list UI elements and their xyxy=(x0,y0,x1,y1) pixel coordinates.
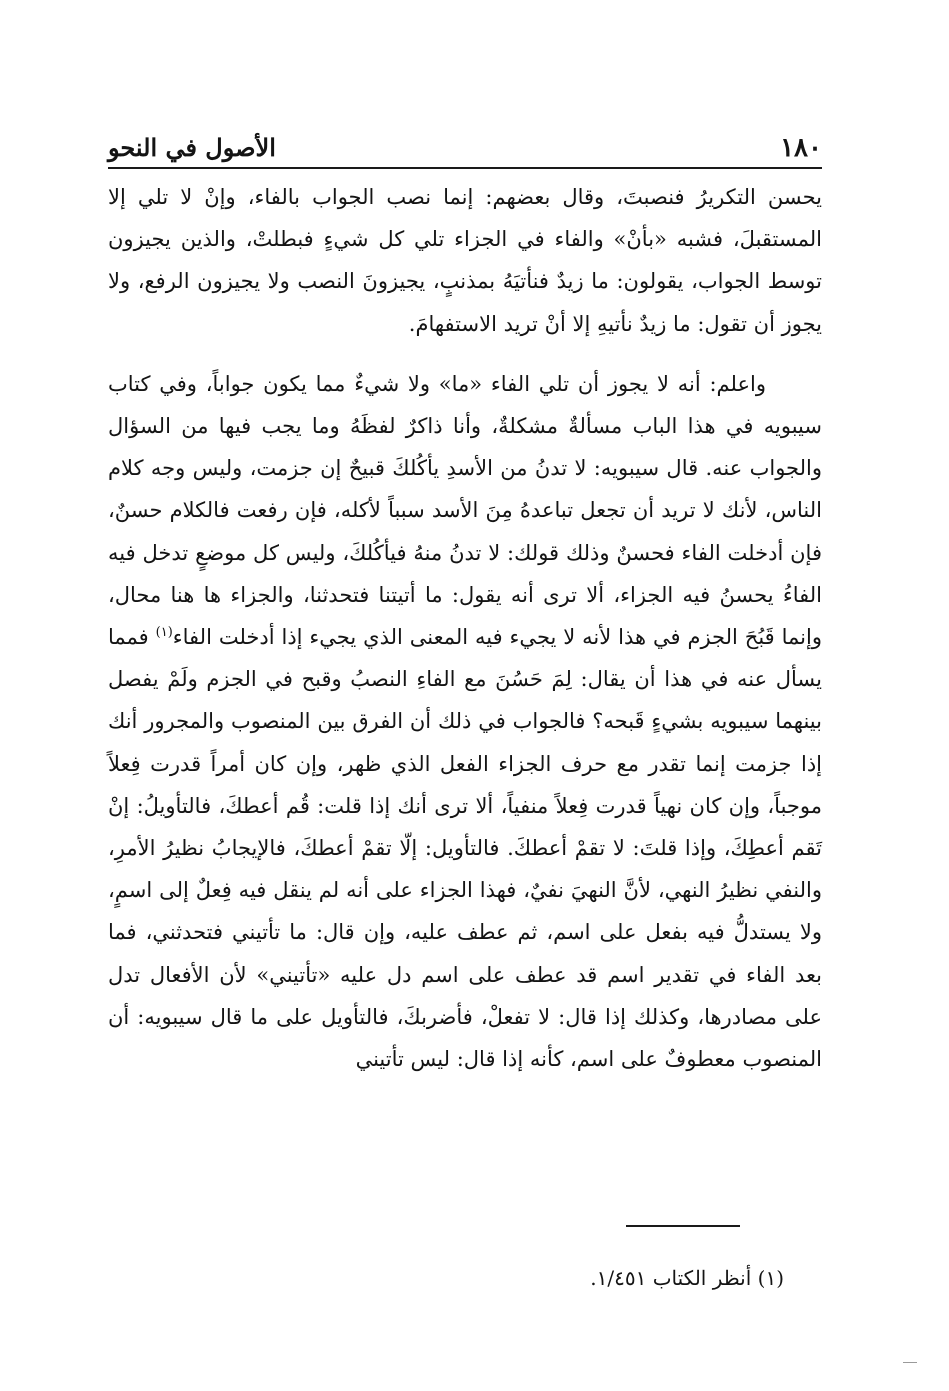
footnote: (١) أنظر الكتاب ١/٤٥١. xyxy=(590,1266,784,1290)
paragraph-2-part-2: فمما يسأل عنه في هذا أن يقال: لِمَ حَسُنَ مع الفاءِ النصبُ وقبح في الجزم ولَمْ يفصل بينهما سيبويه بشيءٍ قَبحه؟ فالجواب في ذلك أن الفرق بين المنصوب والمجرور أنك إذا جزمت إنما تقدر مع حرف الجزاء الفعل الذي ظهر، وإن كان أمراً قدرت فِعلاً موجباً، وإن كان نهياً قدرت فِعلاً منفياً، ألا ترى أنك إذا قلت: قُم أعطكَ، فالتأويلُ: إنْ تَقم أعطِكَ، وإذا قلتَ: لا تقمْ أعطكَ. فالتأويل: إلّا تقمْ أعطكَ، فالإيجابُ نظيرُ الأمرِ، والنفي نظيرُ النهي، لأنَّ النهيَ نفيٌ، فهذا الجزاء على أنه لم ينقل فيه فِعلٌ إلى اسمٍ، ولا يستدلُّ فيه بفعل على اسم، ثم عطف عليه، وإن قال: ما تأتيني فتحدثني، فما بعد الفاء في تقدير اسم قد عطف على اسم دل عليه «تأتيني» لأن الأفعال تدل على مصادرها، وكذلك إذا قال: لا تفعلْ، فأضربكَ، فالتأويل على ما قال سيبويه: أن المنصوب معطوفٌ على اسم، كأنه إذا قال: ليس تأتيني xyxy=(108,625,822,1072)
main-text xyxy=(108,176,822,1080)
running-header xyxy=(108,128,822,168)
scan-corner-mark xyxy=(903,1362,917,1363)
page-number: ١٨٠ xyxy=(780,133,822,163)
book-title: الأصول في النحو xyxy=(108,133,276,162)
header-divider xyxy=(108,167,822,169)
paragraph-2 xyxy=(108,363,822,1080)
footnote-divider xyxy=(626,1225,740,1227)
paragraph-2-part-1: واعلم: أنه لا يجوز أن تلي الفاء «ما» ولا شيءٌ مما يكون جواباً، وفي كتاب سيبويه في هذا الباب مسألةٌ مشكلةٌ، وأنا ذاكرٌ لفظَهُ وما يجب فيها من السؤال والجواب عنه. قال سيبويه: لا تدنُ من الأسدِ يأكُلكَ قبيحٌ إن جزمت، وليس وجه كلام الناس، لأنك لا تريد أن تجعل تباعدهُ مِنَ الأسد سبباً لأكله، فإن رفعت فالكلام حسنٌ، فإن أدخلت الفاء فحسنٌ وذلك قولك: لا تدنُ منهُ فيأكُلكَ، وليس كل موضعٍ تدخل فيه الفاءُ يحسنُ فيه الجزاء، ألا ترى أنه يقول: ما أتيتنا فتحدثنا، والجزاء ها هنا محال، وإنما قَبُحَ الجزم في هذا لأنه لا يجيء فيه المعنى الذي يجيء إذا أدخلت الفاء xyxy=(108,371,822,650)
paragraph-1: يحسن التكريرُ فنصبتَ، وقال بعضهم: إنما نصب الجواب بالفاء، وإنْ لا تلي إلا المستقبلَ، فشبه «بأنْ» والفاء في الجزاء تلي كل شيءٍ فبطلتْ، والذين يجيزون توسط الجواب، يقولون: ما زيدٌ فنأتيَهُ بمذنبٍ، يجيزونَ النصب ولا يجيزون الرفع، ولا يجوز أن تقول: ما زيدٌ نأتيهِ إلا أنْ تريد الاستفهامَ. xyxy=(108,185,822,336)
footnote-reference[interactable]: (١) xyxy=(155,625,173,641)
